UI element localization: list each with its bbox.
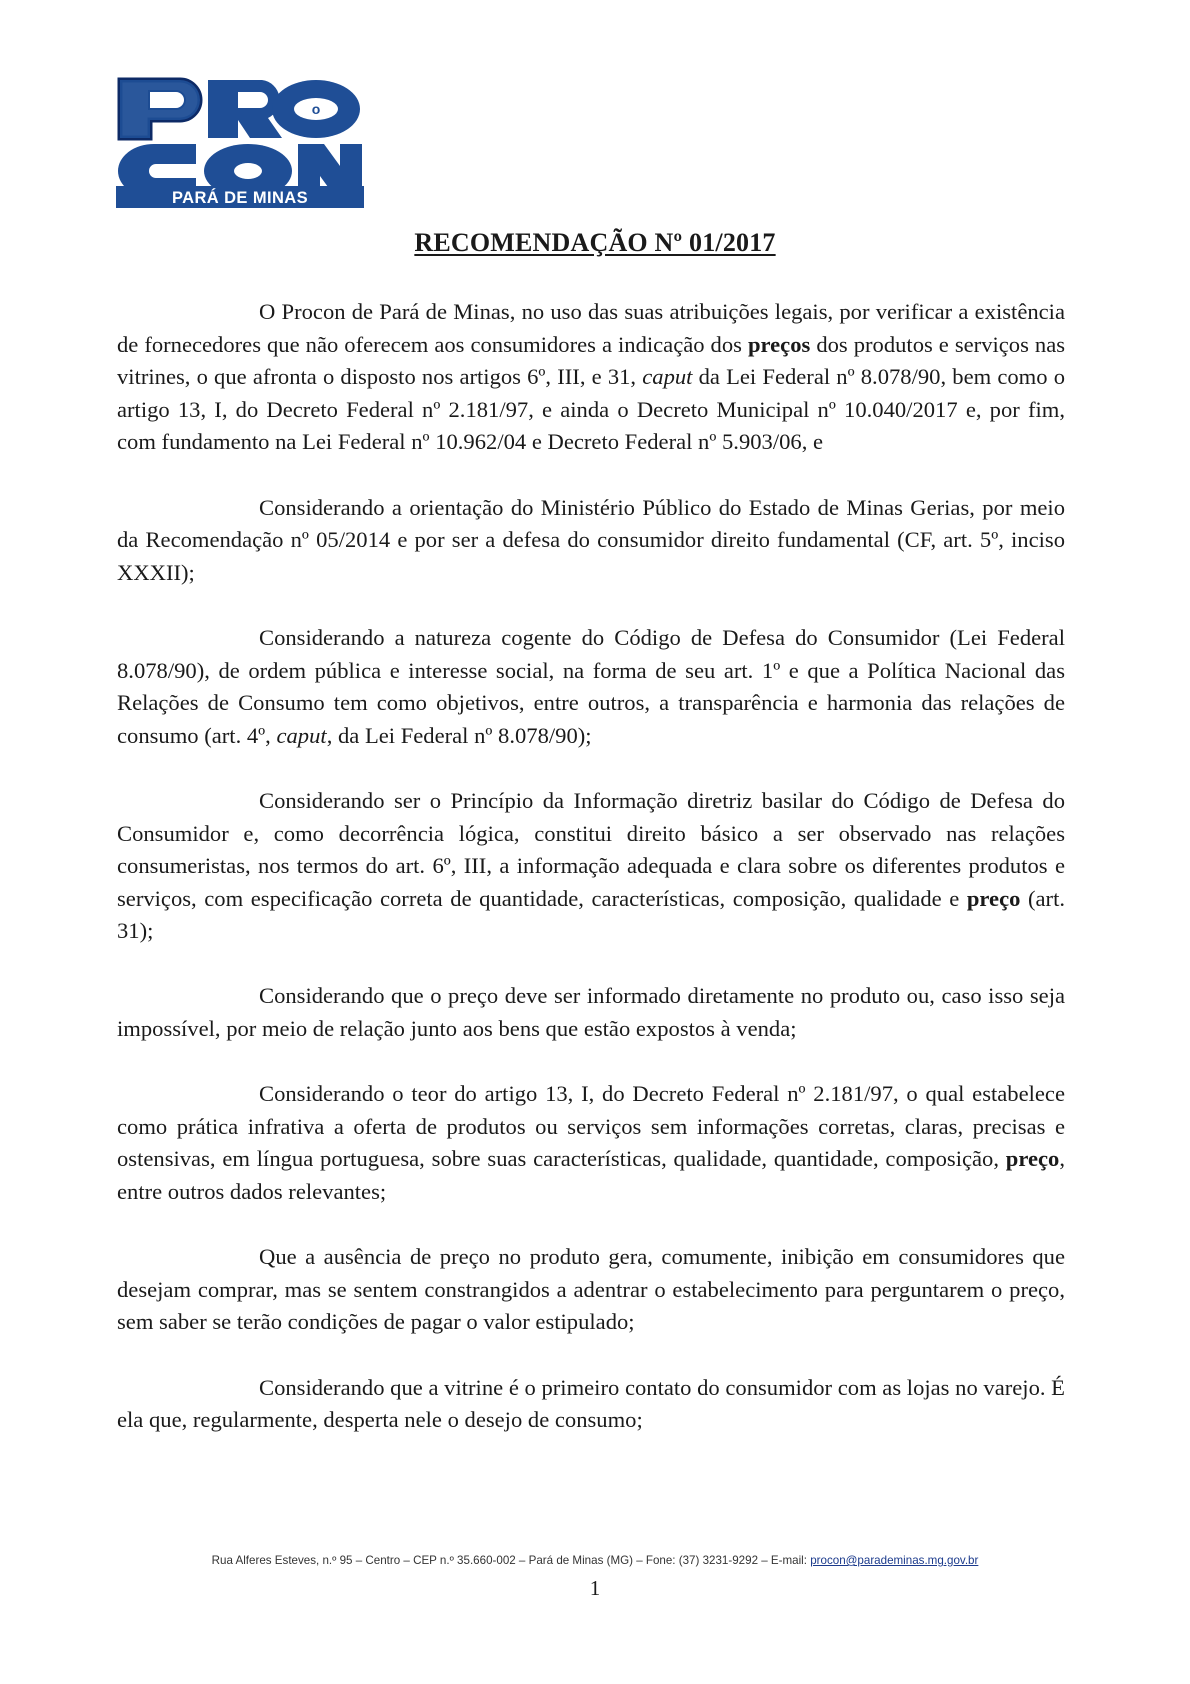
paragraph-text: da Lei Federal nº 8.078/90, bem como o artigo 13, I, do Decreto Federal nº 2.181/97, e ainda o Decreto Municipal nº 10.040/2017 e, por fim, com fundamento na Lei Federal nº 10.962/04 e Decreto Federal nº 5.903/06, e — [117, 364, 1066, 455]
bold-text: preço — [966, 885, 1021, 911]
logo-subtitle: PARÁ DE MINAS — [172, 189, 308, 207]
paragraph-text: Considerando a orientação do Ministério Público do Estado de Minas Gerias, por meio da Recomendação nº 05/2014 e por ser a defesa do consumidor direito fundamental (CF, art. 5º, inciso XXXII); — [117, 494, 1065, 585]
paragraph-text: , entre outros dados relevantes; — [117, 1146, 1065, 1205]
svg-text:o: o — [311, 101, 321, 117]
paragraph-text: (art. 31); — [117, 885, 1065, 944]
paragraph-text: Considerando a natureza cogente do Código de Defesa do Consumidor (Lei Federal 8.078/90), de ordem pública e interesse social, na forma de seu art. 1º e que a Política Nacional das Relações de Consumo tem como objetivos, entre outros, a transparência e harmonia das relações de consumo (art. 4º, — [117, 624, 1065, 748]
body-paragraph — [117, 980, 1065, 1045]
paragraph-text: Que a ausência de preço no produto gera, comumente, inibição em consumidores que desejam comprar, mas se sentem constrangidos a adentrar o estabelecimento para perguntarem o preço, sem saber se terão condições de pagar o valor estipulado; — [117, 1244, 1065, 1335]
document-title: RECOMENDAÇÃO Nº 01/2017 — [414, 228, 776, 257]
italic-text: caput — [642, 364, 693, 390]
footer-address: Rua Alferes Esteves, n.º 95 – Centro – CEP n.º 35.660-002 – Pará de Minas (MG) – Fone: (37) 3231-9292 – E-mail: — [211, 1554, 811, 1567]
body-paragraph — [117, 492, 1065, 590]
paragraph-text: Considerando o teor do artigo 13, I, do Decreto Federal nº 2.181/97, o qual estabelece como prática infrativa a oferta de produtos ou serviços sem informações corretas, claras, precisas e ostensivas, em língua portuguesa, sobre suas características, qualidade, quantidade, composição, — [117, 1081, 1065, 1172]
paragraph-text: dos produtos e serviços nas vitrines, o que afronta o disposto nos artigos 6º, III, e 31, — [117, 331, 1066, 390]
page-footer — [0, 1554, 1190, 1567]
body-paragraph — [117, 1372, 1065, 1437]
paragraph-text: Considerando que a vitrine é o primeiro contato do consumidor com as lojas no varejo. É ela que, regularmente, desperta nele o desejo de consumo; — [117, 1374, 1065, 1433]
document-body — [117, 296, 1065, 1469]
paragraph-text: Considerando ser o Princípio da Informação diretriz basilar do Código de Defesa do Consumidor e, como decorrência lógica, constitui direito básico a ser observado nas relações consumeristas, nos termos do art. 6º, III, a informação adequada e clara sobre os diferentes produtos e serviços, com especificação correta de quantidade, características, composição, qualidade e — [117, 787, 1065, 911]
paragraph-text: , da Lei Federal nº 8.078/90); — [326, 722, 592, 748]
body-paragraph — [117, 296, 1065, 459]
bold-text: preço — [1005, 1146, 1060, 1172]
body-paragraph — [117, 1241, 1065, 1339]
body-paragraph — [117, 785, 1065, 948]
bold-text: preços — [747, 331, 811, 357]
body-paragraph — [117, 1078, 1065, 1208]
italic-text: caput — [276, 722, 327, 748]
body-paragraph — [117, 622, 1065, 752]
footer-email-link[interactable]: procon@parademinas.mg.gov.br — [810, 1554, 979, 1567]
paragraph-text: Considerando que o preço deve ser informado diretamente no produto ou, caso isso seja impossível, por meio de relação junto aos bens que estão expostos à venda; — [117, 983, 1065, 1042]
paragraph-text: O Procon de Pará de Minas, no uso das suas atribuições legais, por verificar a existência de fornecedores que não oferecem aos consumidores a indicação dos — [117, 299, 1065, 357]
page-number: 1 — [589, 1576, 601, 1600]
